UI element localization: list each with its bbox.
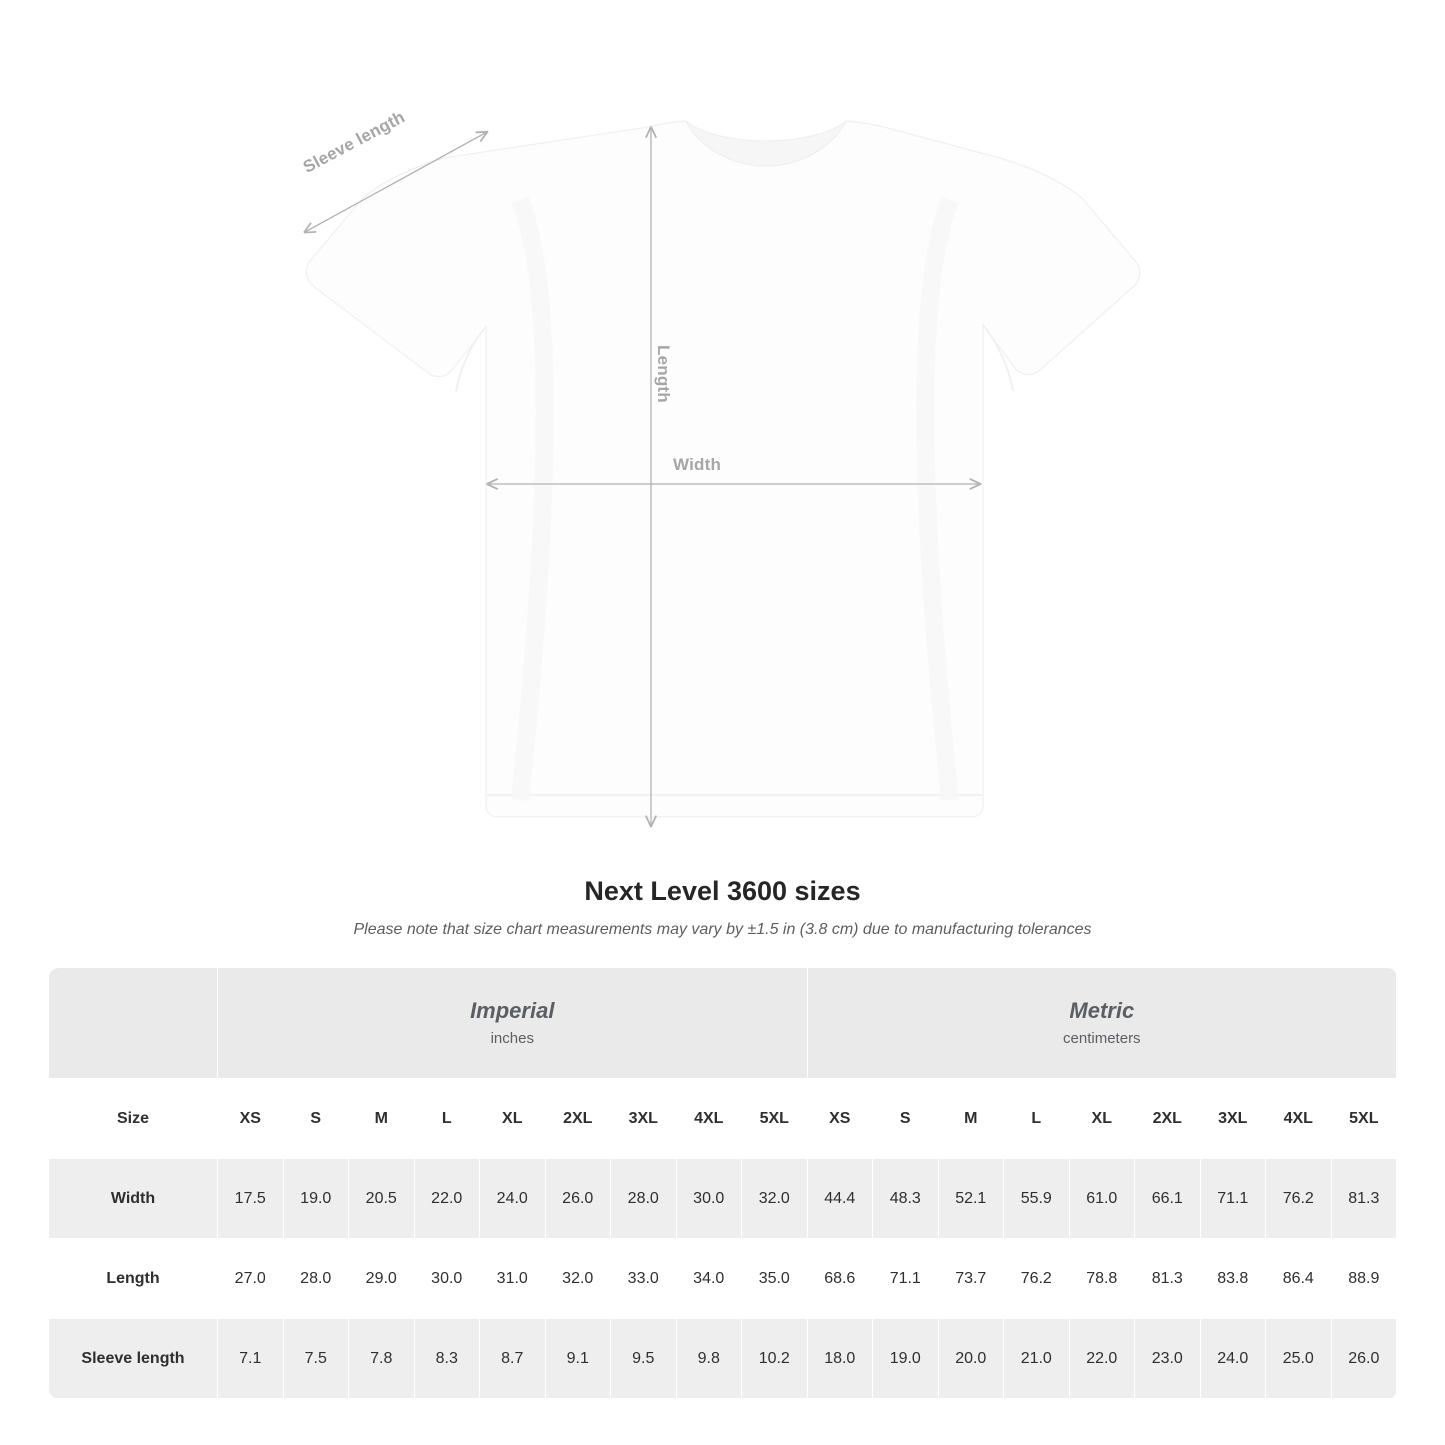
size-header-cell: 3XL xyxy=(1200,1079,1266,1159)
unit-sub-imperial: inches xyxy=(490,1029,534,1047)
shirt-shape xyxy=(306,121,1140,817)
measure-cell: 32.0 xyxy=(545,1239,611,1319)
heading-block xyxy=(0,876,1445,939)
measure-cell: 24.0 xyxy=(1200,1319,1266,1399)
size-header-cell: XL xyxy=(1069,1079,1135,1159)
row-header-width: Width xyxy=(49,1159,218,1239)
measure-cell: 28.0 xyxy=(611,1159,677,1239)
size-header-cell: 5XL xyxy=(742,1079,808,1159)
measure-cell: 10.2 xyxy=(742,1319,808,1399)
size-chart-table xyxy=(48,967,1397,1399)
measure-cell: 23.0 xyxy=(1135,1319,1201,1399)
tolerance-note: Please note that size chart measurements may vary by ±1.5 in (3.8 cm) due to manufacturing tolerances xyxy=(353,921,1092,938)
size-table-wrapper xyxy=(48,967,1397,1399)
unit-header-spacer xyxy=(49,968,218,1079)
measure-cell: 27.0 xyxy=(218,1239,284,1319)
measure-cell: 81.3 xyxy=(1135,1239,1201,1319)
size-header-cell: M xyxy=(938,1079,1004,1159)
measure-cell: 24.0 xyxy=(480,1159,546,1239)
size-header-cell: 3XL xyxy=(611,1079,677,1159)
measure-cell: 30.0 xyxy=(414,1239,480,1319)
size-header-cell: 2XL xyxy=(1135,1079,1201,1159)
measure-cell: 33.0 xyxy=(611,1239,677,1319)
measure-cell: 7.8 xyxy=(349,1319,415,1399)
measure-cell: 21.0 xyxy=(1004,1319,1070,1399)
size-header-cell: S xyxy=(873,1079,939,1159)
measure-cell: 34.0 xyxy=(676,1239,742,1319)
measure-cell: 71.1 xyxy=(873,1239,939,1319)
measure-cell: 8.3 xyxy=(414,1319,480,1399)
size-header-cell: 2XL xyxy=(545,1079,611,1159)
measure-cell: 66.1 xyxy=(1135,1159,1201,1239)
size-header-cell: L xyxy=(414,1079,480,1159)
measure-cell: 9.5 xyxy=(611,1319,677,1399)
measure-cell: 31.0 xyxy=(480,1239,546,1319)
table-row-sleeve-length xyxy=(49,1319,1397,1399)
measure-cell: 26.0 xyxy=(1331,1319,1397,1399)
size-header-cell: XL xyxy=(480,1079,546,1159)
measure-cell: 26.0 xyxy=(545,1159,611,1239)
row-header-size: Size xyxy=(49,1079,218,1159)
measure-cell: 8.7 xyxy=(480,1319,546,1399)
measure-cell: 88.9 xyxy=(1331,1239,1397,1319)
measure-cell: 76.2 xyxy=(1004,1239,1070,1319)
measure-cell: 28.0 xyxy=(283,1239,349,1319)
measure-cell: 68.6 xyxy=(807,1239,873,1319)
unit-header-imperial xyxy=(218,968,808,1079)
measure-cell: 29.0 xyxy=(349,1239,415,1319)
size-header-cell: 4XL xyxy=(1266,1079,1332,1159)
measure-cell: 9.1 xyxy=(545,1319,611,1399)
measure-cell: 78.8 xyxy=(1069,1239,1135,1319)
measure-cell: 19.0 xyxy=(283,1159,349,1239)
size-header-cell: 4XL xyxy=(676,1079,742,1159)
unit-header-metric xyxy=(807,968,1397,1079)
measure-cell: 22.0 xyxy=(1069,1319,1135,1399)
measure-cell: 19.0 xyxy=(873,1319,939,1399)
measure-cell: 30.0 xyxy=(676,1159,742,1239)
measure-cell: 48.3 xyxy=(873,1159,939,1239)
measure-cell: 9.8 xyxy=(676,1319,742,1399)
measure-cell: 20.0 xyxy=(938,1319,1004,1399)
measure-cell: 71.1 xyxy=(1200,1159,1266,1239)
measure-cell: 32.0 xyxy=(742,1159,808,1239)
length-label: Length xyxy=(654,345,673,403)
measure-cell: 55.9 xyxy=(1004,1159,1070,1239)
measure-cell: 73.7 xyxy=(938,1239,1004,1319)
measure-cell: 76.2 xyxy=(1266,1159,1332,1239)
size-header-cell: M xyxy=(349,1079,415,1159)
unit-name-imperial: Imperial xyxy=(470,998,555,1024)
measure-cell: 20.5 xyxy=(349,1159,415,1239)
page-title: Next Level 3600 sizes xyxy=(584,876,861,906)
measure-cell: 44.4 xyxy=(807,1159,873,1239)
measure-cell: 22.0 xyxy=(414,1159,480,1239)
measure-cell: 52.1 xyxy=(938,1159,1004,1239)
size-header-cell: XS xyxy=(218,1079,284,1159)
measure-cell: 86.4 xyxy=(1266,1239,1332,1319)
row-header-length: Length xyxy=(49,1239,218,1319)
measure-cell: 18.0 xyxy=(807,1319,873,1399)
size-header-cell: S xyxy=(283,1079,349,1159)
width-label: Width xyxy=(673,455,722,474)
table-row-length xyxy=(49,1239,1397,1319)
measure-cell: 25.0 xyxy=(1266,1319,1332,1399)
row-header-sleeve-length: Sleeve length xyxy=(49,1319,218,1399)
table-unit-header-row xyxy=(49,968,1397,1079)
measure-cell: 7.1 xyxy=(218,1319,284,1399)
unit-name-metric: Metric xyxy=(1069,998,1135,1024)
measure-cell: 35.0 xyxy=(742,1239,808,1319)
measure-cell: 7.5 xyxy=(283,1319,349,1399)
table-row-width xyxy=(49,1159,1397,1239)
unit-sub-metric: centimeters xyxy=(1063,1029,1141,1047)
size-header-cell: 5XL xyxy=(1331,1079,1397,1159)
measure-cell: 17.5 xyxy=(218,1159,284,1239)
size-header-cell: XS xyxy=(807,1079,873,1159)
measure-cell: 61.0 xyxy=(1069,1159,1135,1239)
sleeve-length-label: Sleeve length xyxy=(300,107,408,177)
size-header-cell: L xyxy=(1004,1079,1070,1159)
table-row-size xyxy=(49,1079,1397,1159)
measure-cell: 83.8 xyxy=(1200,1239,1266,1319)
measure-cell: 81.3 xyxy=(1331,1159,1397,1239)
